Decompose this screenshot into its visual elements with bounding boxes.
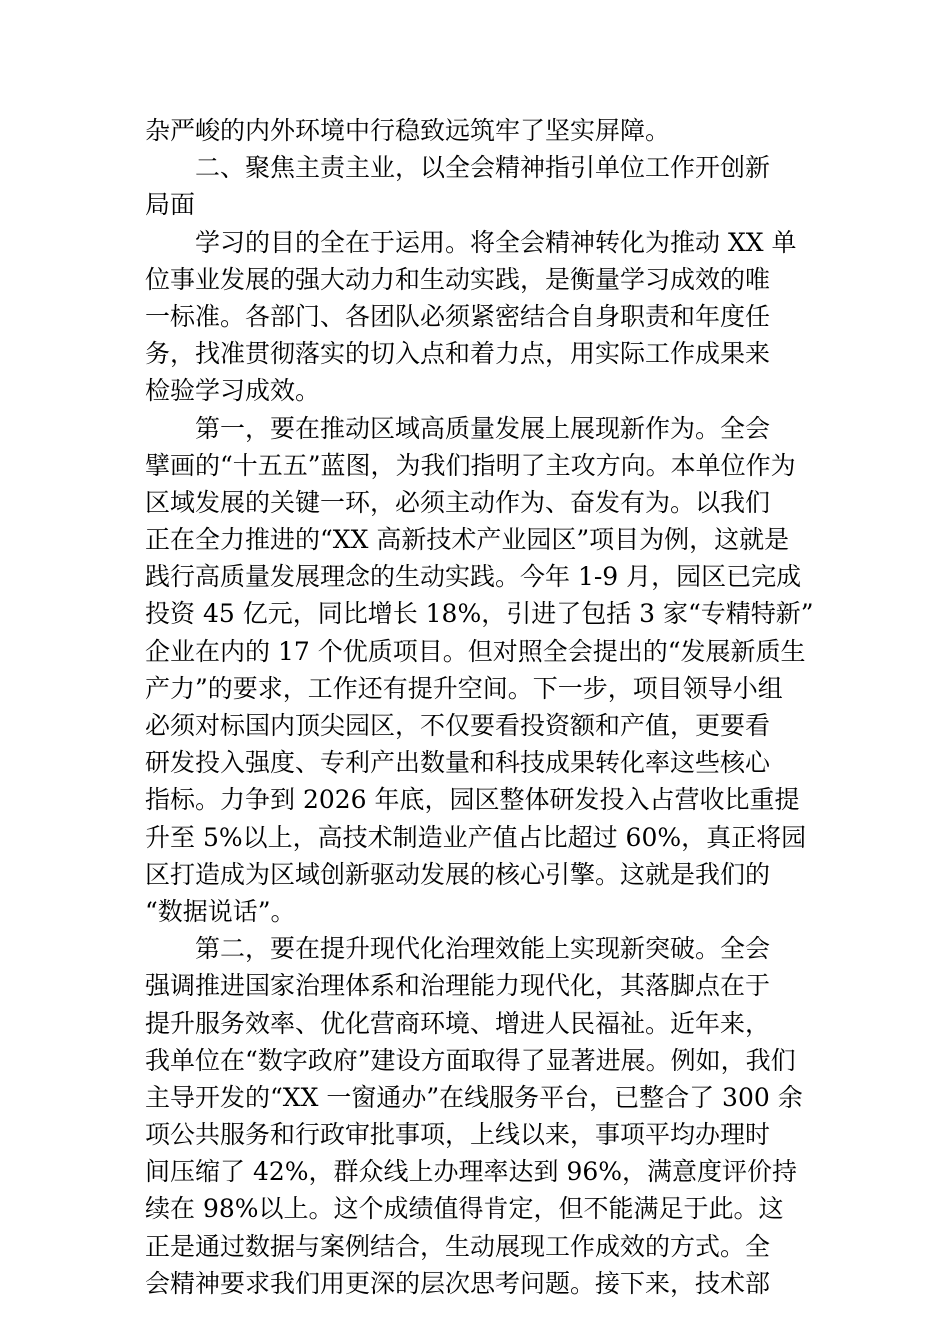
text-line: 学习的目的全在于运用。将全会精神转化为推动 XX 单 [195,227,797,257]
text-line: 必须对标国内顶尖园区，不仅要看投资额和产值，更要看 [145,711,771,740]
text-line: “数据说话”。 [145,896,296,926]
text-line: 位事业发展的强大动力和生动实践，是衡量学习成效的唯 [145,264,771,294]
text-line: 强调推进国家治理体系和治理能力现代化，其落脚点在于 [145,971,771,1001]
text-line: 一标准。各部门、各团队必须紧密结合自身职责和年度任 [145,301,771,331]
document-page [145,112,814,1302]
text-line: 区域发展的关键一环，必须主动作为、奋发有为。以我们 [145,487,771,517]
text-line: 指标。力争到 2026 年底，园区整体研发投入占营收比重提 [145,785,800,815]
text-line: 研发投入强度、专利产出数量和科技成果转化率这些核心 [145,748,771,778]
text-line: 投资 45 亿元，同比增长 18%，引进了包括 3 家“专精特新” [145,599,814,629]
text-line: 主导开发的“XX 一窗通办”在线服务平台，已整合了 300 余 [145,1082,803,1112]
text-line: 提升服务效率、优化营商环境、增进人民福祉。近年来， [145,1008,771,1038]
text-line: 第一，要在推动区域高质量发展上展现新作为。全会 [195,413,771,443]
text-line: 升至 5%以上，高技术制造业产值占比超过 60%，真正将园 [145,822,807,852]
text-line: 第二，要在提升现代化治理效能上实现新突破。全会 [195,934,771,964]
text-line: 续在 98%以上。这个成绩值得肯定，但不能满足于此。这 [145,1194,784,1224]
text-line: 杂严峻的内外环境中行稳致远筑牢了坚实屏障。 [145,116,671,145]
text-line: 正在全力推进的“XX 高新技术产业园区”项目为例，这就是 [145,525,790,555]
text-line: 间压缩了 42%，群众线上办理率达到 96%，满意度评价持 [145,1157,798,1187]
text-line: 区打造成为区域创新驱动发展的核心引擎。这就是我们的 [145,859,771,889]
text-line: 会精神要求我们用更深的层次思考问题。接下来，技术部 [145,1268,771,1298]
text-line: 我单位在“数字政府”建设方面取得了显著进展。例如，我们 [145,1045,796,1075]
section-heading: 二、聚焦主责主业，以全会精神指引单位工作开创新 [195,153,771,183]
text-line: 正是通过数据与案例结合，生动展现工作成效的方式。全 [145,1231,771,1261]
section-heading-continued: 局面 [145,190,196,220]
text-line: 项公共服务和行政审批事项，上线以来，事项平均办理时 [145,1120,771,1150]
text-line: 擘画的“十五五”蓝图，为我们指明了主攻方向。本单位作为 [145,450,796,480]
text-line: 检验学习成效。 [145,376,321,406]
text-line: 企业在内的 17 个优质项目。但对照全会提出的“发展新质生 [145,636,806,666]
text-line: 践行高质量发展理念的生动实践。今年 1-9 月，园区已完成 [145,562,802,592]
text-line: 务，找准贯彻落实的切入点和着力点，用实际工作成果来 [145,339,771,369]
text-line: 产力”的要求，工作还有提升空间。下一步，项目领导小组 [145,673,783,703]
